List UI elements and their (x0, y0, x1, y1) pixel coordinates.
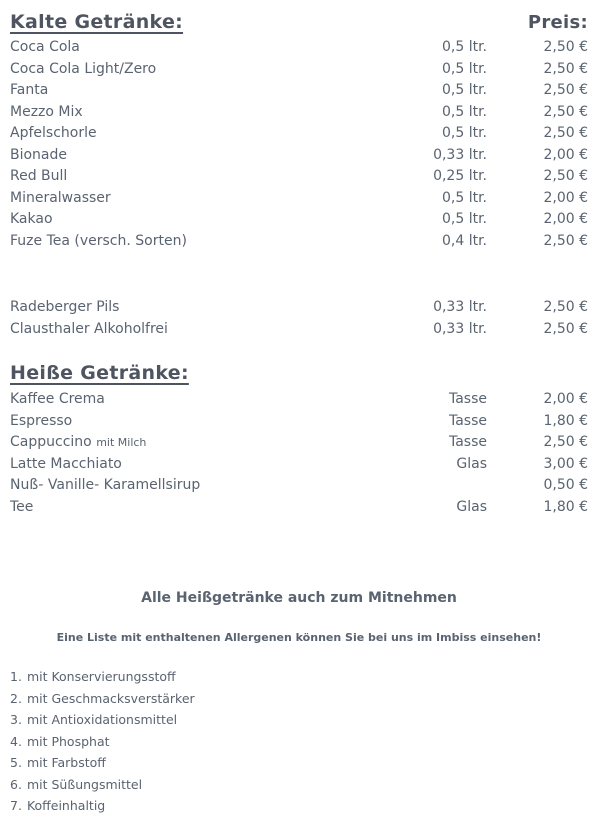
footnote-text: mit Farbstoff (26, 755, 106, 770)
footnote-number: 3. (10, 712, 22, 727)
item-size: 0,5 ltr. (441, 103, 487, 120)
item-name-cell (10, 432, 365, 454)
item-name: Fuze Tea (versch. Sorten) (10, 232, 187, 249)
item-name-cell (10, 188, 365, 210)
item-name: Espresso (10, 412, 73, 429)
footnote-text: mit Geschmacksverstärker (26, 690, 195, 706)
item-price: 2,00 € (543, 146, 588, 163)
item-name-cell (10, 145, 365, 167)
item-size: 0,33 ltr. (433, 299, 487, 315)
menu-item-row (10, 497, 588, 519)
item-name: Fanta (10, 82, 49, 98)
item-size: 0,4 ltr. (441, 232, 487, 249)
item-name: Clausthaler Alkoholfrei (10, 320, 168, 337)
takeaway-notice: Alle Heißgetränke auch zum Mitnehmen (141, 590, 457, 606)
item-name: Nuß- Vanille- Karamellsirup (10, 477, 201, 493)
item-size: 0,5 ltr. (441, 60, 487, 77)
item-name: Kaffee Crema (10, 391, 105, 407)
item-size: 0,5 ltr. (441, 125, 487, 141)
item-price: 2,50 € (543, 60, 588, 77)
item-name-cell (10, 497, 365, 519)
footnote-item (10, 731, 588, 753)
footnote-number: 6. (10, 776, 22, 792)
item-price: 2,50 € (543, 299, 588, 315)
item-price: 2,50 € (543, 103, 588, 120)
item-name: Kakao (10, 211, 53, 227)
menu-item-row (10, 188, 588, 210)
allergen-notice: Eine Liste mit enthaltenen Allergenen können Sie bei uns im Imbiss einsehen! (56, 631, 542, 644)
item-price: 2,50 € (543, 320, 588, 337)
item-name-cell (10, 209, 365, 231)
menu-item-row (10, 145, 588, 167)
item-price: 3,00 € (543, 455, 588, 472)
menu-item-row (10, 166, 588, 188)
menu-item-row (10, 411, 588, 433)
hot-drinks-list (10, 389, 588, 518)
hot-drinks-header-row (10, 362, 588, 384)
item-size: Tasse (448, 391, 487, 407)
item-price: 2,50 € (543, 39, 588, 55)
menu-item-row (10, 297, 588, 319)
item-name-cell (10, 123, 365, 145)
footnote-item (10, 795, 588, 817)
item-name-cell (10, 102, 365, 124)
footnotes-list (10, 666, 588, 817)
item-price: 2,50 € (543, 82, 588, 98)
item-name-cell (10, 59, 365, 81)
item-size: Tasse (448, 412, 487, 429)
footnote-number: 4. (10, 733, 22, 749)
item-name-cell (10, 37, 365, 59)
menu-item-row (10, 59, 588, 81)
item-name: Radeberger Pils (10, 299, 120, 315)
item-name-cell (10, 166, 365, 188)
item-name: Latte Macchiato (10, 455, 122, 472)
menu-item-row (10, 454, 588, 476)
item-price: 2,00 € (543, 391, 588, 407)
item-size: 0,5 ltr. (441, 211, 487, 227)
item-name-cell (10, 411, 365, 433)
item-name: Mezzo Mix (10, 103, 83, 120)
item-size: 0,5 ltr. (441, 189, 487, 206)
item-name-cell (10, 454, 365, 476)
item-price: 2,50 € (543, 125, 588, 141)
footnote-number: 2. (10, 690, 22, 706)
item-price: 1,80 € (543, 412, 588, 429)
footnote-number: 5. (10, 755, 22, 770)
menu-item-row (10, 432, 588, 454)
menu-item-row (10, 37, 588, 59)
item-name: Mineralwasser (10, 189, 111, 206)
menu-item-row (10, 209, 588, 231)
footnote-text: mit Phosphat (26, 733, 110, 749)
item-size: 0,25 ltr. (433, 168, 487, 184)
item-name-cell (10, 297, 365, 319)
item-note: mit Milch (96, 436, 147, 449)
item-price: 2,50 € (543, 168, 588, 184)
cold-drinks-list (10, 37, 588, 252)
footnote-text: Koffeinhaltig (26, 798, 106, 813)
menu-item-row (10, 123, 588, 145)
item-name-cell (10, 319, 365, 341)
menu-item-row (10, 389, 588, 411)
menu-item-row (10, 319, 588, 341)
item-name-cell (10, 231, 365, 253)
footnote-text: mit Konservierungsstoff (26, 669, 176, 684)
item-size: 0,33 ltr. (433, 320, 487, 337)
item-name: Red Bull (10, 168, 68, 184)
item-price: 0,50 € (543, 477, 588, 493)
item-price: 2,50 € (543, 232, 588, 249)
footnote-item (10, 666, 588, 688)
menu-item-row (10, 102, 588, 124)
item-price: 2,00 € (543, 189, 588, 206)
item-name: Apfelschorle (10, 125, 97, 141)
item-name: Tee (10, 498, 34, 515)
item-name-cell (10, 80, 365, 102)
item-size: 0,5 ltr. (441, 39, 487, 55)
section-heading-hot-drinks: Heiße Getränke: (10, 362, 189, 384)
price-column-header: Preis: (527, 12, 588, 33)
item-name: Coca Cola (10, 39, 80, 55)
item-name-cell (10, 475, 365, 497)
section-heading-cold-drinks: Kalte Getränke: (10, 11, 184, 33)
item-size: Glas (456, 455, 487, 472)
item-size: Tasse (448, 434, 487, 450)
item-name: Bionade (10, 146, 68, 163)
item-size: 0,33 ltr. (433, 146, 487, 163)
footnote-item (10, 752, 588, 774)
beer-list (10, 297, 588, 340)
item-price: 1,80 € (543, 498, 588, 515)
footnote-item (10, 688, 588, 710)
item-size: 0,5 ltr. (441, 82, 487, 98)
item-price: 2,00 € (543, 211, 588, 227)
footnote-text: mit Antioxidationsmittel (26, 712, 178, 727)
footnote-number: 1. (10, 669, 22, 684)
item-name: Cappuccino (10, 434, 92, 450)
item-name-cell (10, 389, 365, 411)
cold-drinks-header-row (10, 11, 588, 33)
item-size: Glas (456, 498, 487, 515)
footnote-item (10, 709, 588, 731)
footnote-text: mit Süßungsmittel (26, 776, 143, 792)
menu-item-row (10, 475, 588, 497)
item-price: 2,50 € (543, 434, 588, 450)
footnote-item (10, 774, 588, 796)
menu-item-row (10, 231, 588, 253)
menu-item-row (10, 80, 588, 102)
item-name: Coca Cola Light/Zero (10, 60, 157, 77)
footnote-number: 7. (10, 798, 22, 813)
